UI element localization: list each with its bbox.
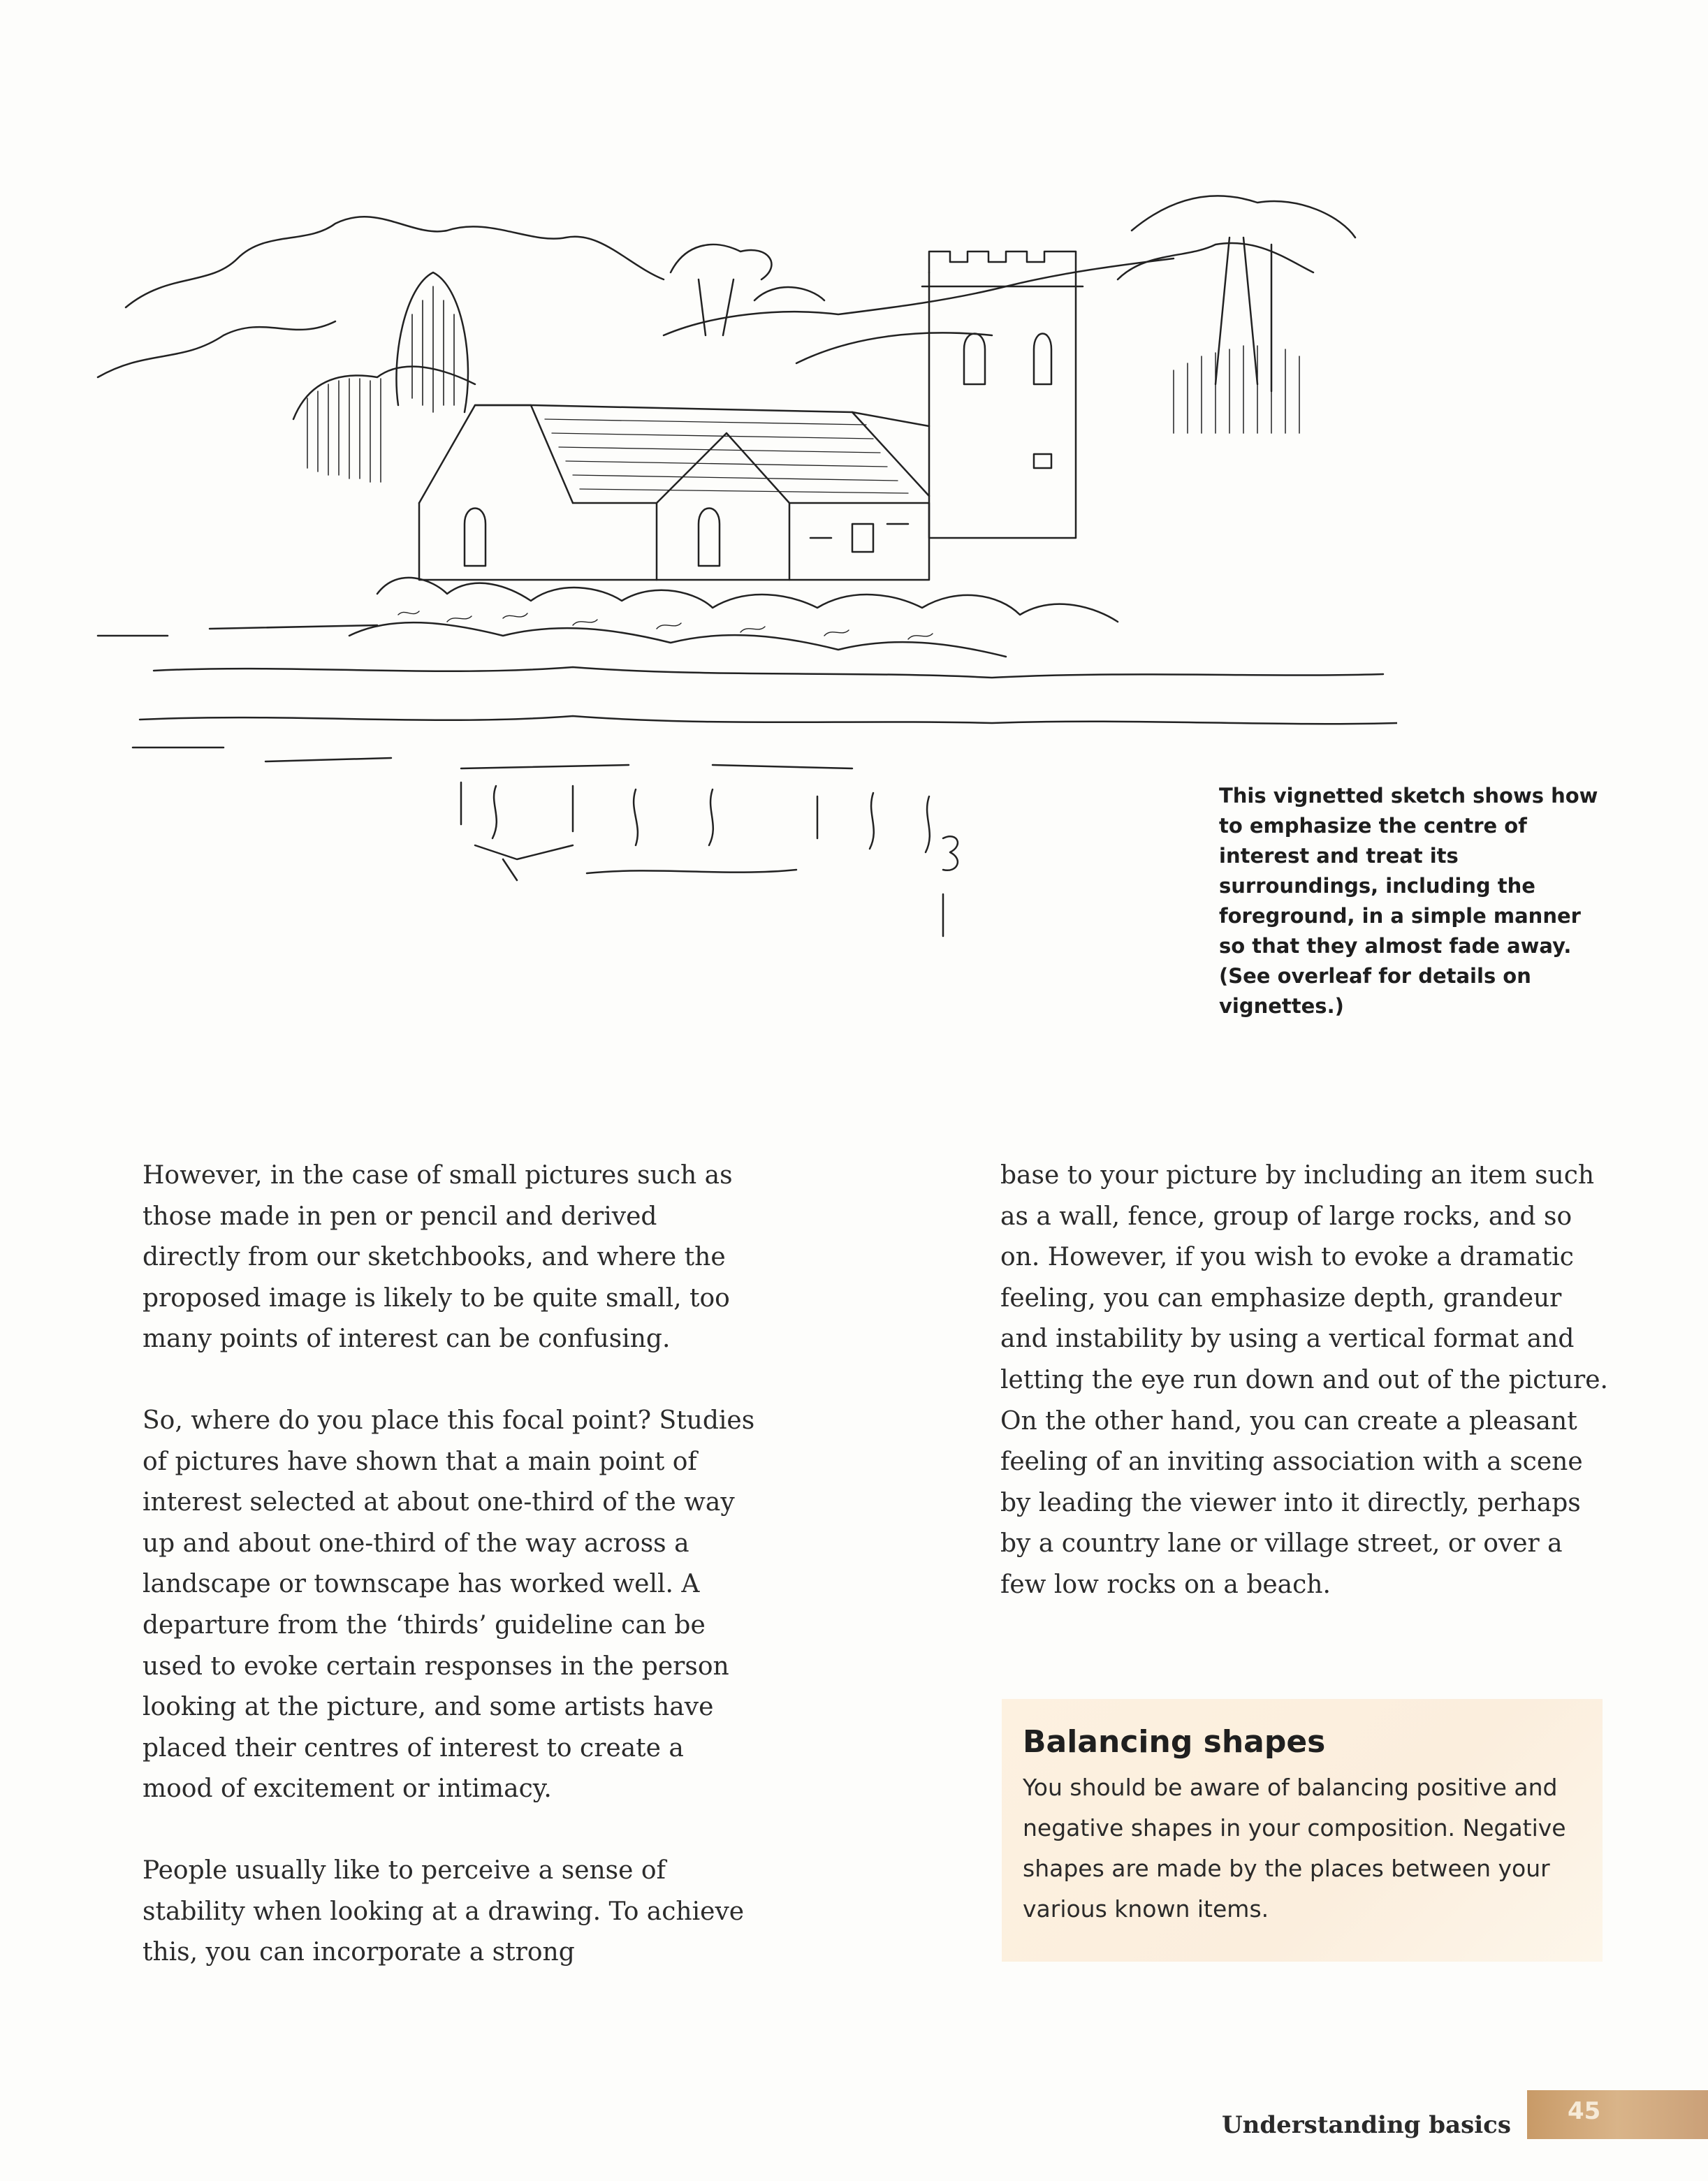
balancing-shapes-sidebar: [1002, 1699, 1603, 1962]
body-paragraph: However, in the case of small pictures such as those made in pen or pencil and derived directly from our sketchbooks, and where the proposed image is likely to be quite small, too many points of interest can be confusing.: [143, 1161, 733, 1354]
body-paragraph: So, where do you place this focal point? Studies of pictures have shown that a main point of interest selected at about one-third of the way up and about one-third of the way across a landscape or townscape has worked well. A departure from the ‘thirds’ guideline can be used to evoke certain responses in the person looking at the picture, and some artists have placed their centres of interest to create a mood of excitement or intimacy.: [143, 1406, 755, 1804]
figure-caption: This vignetted sketch shows how to emphasize the centre of interest and treat its surroundings, including the foreground, in a simple manner so that they almost fade away. (See overleaf for details on vignettes.): [1219, 784, 1598, 1018]
section-footer: Understanding basics: [1221, 2111, 1511, 2139]
church-sketch-illustration: [84, 105, 1397, 971]
body-paragraph: base to your picture by including an item such as a wall, fence, group of large rocks, and so on. However, if you wish to evoke a dramatic feeling, you can emphasize depth, grandeur and instability by using a vertical format and letting the eye run down and out of the picture. On the other hand, you can create a pleasant feeling of an inviting association with a scene by leading the viewer into it directly, perhaps by a country lane or village street, or over a few low rocks on a beach.: [1000, 1161, 1608, 1599]
body-paragraph: People usually like to perceive a sense of stability when looking at a drawing. To achieve this, you can incorporate a strong: [143, 1855, 745, 1967]
left-column: [143, 1155, 757, 2014]
sidebar-text: You should be aware of balancing positive and negative shapes in your composition. Negative shapes are made by the places between your various known items.: [1023, 1774, 1566, 1923]
right-column: [1000, 1155, 1615, 1647]
page-number: 45: [1568, 2097, 1601, 2125]
sidebar-title: Balancing shapes: [1023, 1724, 1326, 1760]
page-number-tab: [1527, 2090, 1708, 2139]
